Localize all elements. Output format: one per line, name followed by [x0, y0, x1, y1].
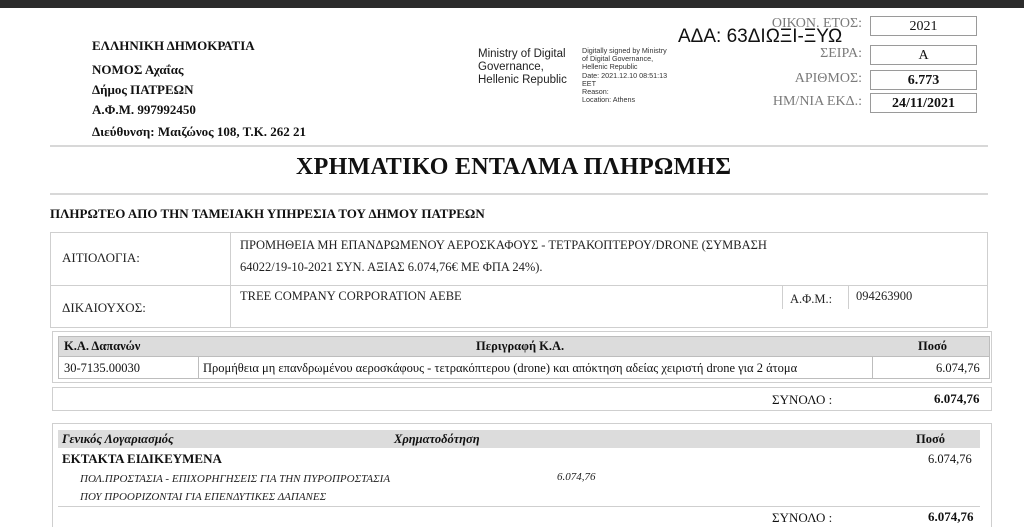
expense-col-code: Κ.Α. Δαπανών — [64, 339, 141, 353]
funding-table-header — [58, 430, 980, 448]
funding-total-divider — [58, 506, 980, 507]
payable-by: ΠΛΗΡΩΤΕΟ ΑΠΟ ΤΗΝ ΤΑΜΕΙΑΚΗ ΥΠΗΡΕΣΙΑ ΤΟΥ ΔΗΜΟΥ ΠΑΤΡΕΩΝ — [50, 206, 485, 221]
expense-row-divider-1 — [198, 357, 199, 379]
expense-total-label: ΣΥΝΟΛΟ : — [772, 392, 833, 407]
series-field: Α — [870, 45, 977, 65]
issue-date-field: 24/11/2021 — [870, 93, 977, 113]
afm-divider-left — [782, 285, 783, 309]
funding-col-account: Γενικός Λογαριασμός — [62, 432, 174, 446]
document-title: ΧΡΗΜΑΤΙΚΟ ΕΝΤΑΛΜΑ ΠΛΗΡΩΜΗΣ — [296, 154, 732, 180]
funding-group-name: ΕΚΤΑΚΤΑ ΕΙΔΙΚΕΥΜΕΝΑ — [62, 451, 222, 466]
expense-col-amount: Ποσό — [918, 339, 948, 353]
funding-line-text-2: ΠΟΥ ΠΡΟΟΡΙΖΟΝΤΑΙ ΓΙΑ ΕΠΕΝΔΥΤΙΚΕΣ ΔΑΠΑΝΕΣ — [80, 491, 327, 503]
beneficiary-name: TREE COMPANY CORPORATION ΑΕΒΕ — [240, 289, 462, 303]
ada-code: ΑΔΑ: 63ΔΙΩΞΙ-ΞΥΩ — [678, 26, 843, 47]
expense-code: 30-7135.00030 — [64, 361, 141, 375]
issuer-address: Διεύθυνση: Μαιζώνος 108, Τ.Κ. 262 21 — [92, 124, 306, 139]
funding-total-label: ΣΥΝΟΛΟ : — [772, 510, 833, 525]
reason-label: ΑΙΤΙΟΛΟΓΙΑ: — [62, 250, 140, 265]
funding-line-amount: 6.074,76 — [557, 471, 596, 483]
expense-total-value: 6.074,76 — [934, 391, 980, 406]
issuer-municipality: Δήμος ΠΑΤΡΕΩΝ — [92, 82, 194, 97]
reason-text-line1: ΠΡΟΜΗΘΕΙΑ ΜΗ ΕΠΑΝΔΡΩΜΕΝΟΥ ΑΕΡΟΣΚΑΦΟΥΣ - ΤΕΤΡΑΚΟΠΤΕΡΟΥ/DRONE (ΣΥΜΒΑΣΗ — [240, 238, 767, 252]
funding-col-financing: Χρηματοδότηση — [394, 432, 480, 446]
top-dark-bar — [0, 0, 1024, 8]
expense-amount: 6.074,76 — [936, 361, 980, 375]
expense-description: Προμήθεια μη επανδρωμένου αεροσκάφους - τετρακόπτερου (drone) και απόκτηση αδείας χειριστή drone για 2 άτομα — [203, 361, 798, 375]
beneficiary-label: ΔΙΚΑΙΟΥΧΟΣ: — [62, 300, 146, 315]
signature-details: Digitally signed by Ministry of Digital Governance, Hellenic Republic Date: 2021.12.10 08:51:13 EET Reason: Location: Athens — [582, 46, 668, 105]
details-divider — [230, 232, 231, 328]
funding-group-amount: 6.074,76 — [928, 452, 972, 466]
funding-total-value: 6.074,76 — [928, 509, 974, 524]
beneficiary-afm-label: Α.Φ.Μ.: — [790, 292, 833, 306]
signature-ministry: Ministry of Digital Governance, Hellenic Republic — [478, 48, 567, 86]
number-label: ΑΡΙΘΜΟΣ: — [794, 71, 862, 86]
issue-date-label: ΗΜ/ΝΙΑ ΕΚΔ.: — [772, 94, 862, 109]
afm-divider-right — [848, 285, 849, 309]
issuer-country: ΕΛΛΗΝΙΚΗ ΔΗΜΟΚΡΑΤΙΑ — [92, 38, 255, 53]
header-divider — [50, 145, 988, 147]
year-field: 2021 — [870, 16, 977, 36]
issuer-afm: Α.Φ.Μ. 997992450 — [92, 102, 196, 117]
series-label: ΣΕΙΡΑ: — [820, 46, 862, 61]
funding-line-text-1: ΠΟΛ.ΠΡΟΣΤΑΣΙΑ - ΕΠΙΧΟΡΗΓΗΣΕΙΣ ΓΙΑ ΤΗΝ ΠΥΡΟΠΡΟΣΤΑΣΙΑ — [80, 473, 391, 485]
year-label: ΟΙΚΟΝ. ΕΤΟΣ: — [771, 16, 862, 31]
number-field: 6.773 — [870, 70, 977, 90]
expense-total-row — [52, 387, 992, 411]
reason-text-line2: 64022/19-10-2021 ΣΥΝ. ΑΞΙΑΣ 6.074,76€ ΜΕ ΦΠΑ 24%). — [240, 260, 543, 274]
issuer-prefecture: ΝΟΜΟΣ Αχαΐας — [92, 62, 184, 77]
expense-row-divider-2 — [872, 357, 873, 379]
funding-col-amount: Ποσό — [916, 432, 946, 446]
title-divider — [50, 193, 988, 195]
expense-col-description: Περιγραφή Κ.Α. — [476, 339, 565, 353]
beneficiary-afm: 094263900 — [856, 289, 913, 303]
